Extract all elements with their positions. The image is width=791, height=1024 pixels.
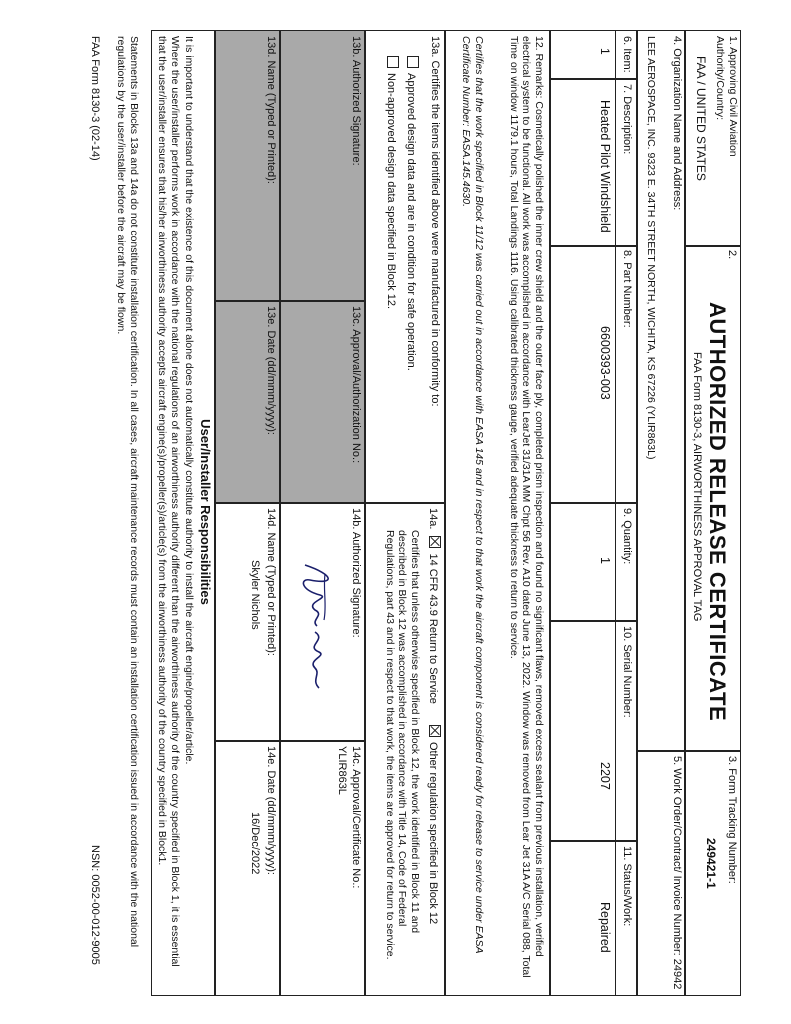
remarks-label: 12. Remarks: <box>533 36 545 99</box>
form-number: FAA Form 8130-3 (02-14) <box>89 36 101 161</box>
approved-design-label: Approved design data and are in condition for safe operation. <box>405 73 417 371</box>
nonapproved-design-label: Non-approved design data specified in Block 12. <box>385 73 397 310</box>
user-paragraph-1: It is important to understand that the existence of this document alone does not automatically constitute authority to install the aircraft engine/propeller/article. <box>183 36 195 765</box>
block-2-label: 2. <box>726 250 738 260</box>
block-13a-option-nonapproved <box>384 56 399 309</box>
block-14d-label: 14d. Name (Typed or Printed): <box>265 508 277 656</box>
remarks <box>508 36 546 986</box>
part-number-value: 6600393-003 <box>598 326 612 400</box>
authorized-signature <box>285 560 345 700</box>
block-14e-value: 16/Dec/2022 <box>249 812 261 875</box>
page-title: AUTHORIZED RELEASE CERTIFICATE <box>705 302 730 722</box>
tracking-number-label: 3. Form Tracking Number: <box>726 756 738 884</box>
block-14a-options <box>426 508 441 924</box>
block-14c-label: 14c. Approval/Certificate No.: <box>350 746 362 889</box>
block-14a-text: Certifies that unless otherwise specified in Block 12, the work identified in Block 11 and described in Block 12 was accomplished in accordance with Title 14, Code of Federal Regulations, part 43 and in respect to that work, the items are approved for return to service. <box>384 530 421 960</box>
block-13c-label: 13c. Approval/Authorization No.: <box>350 306 362 464</box>
organization-value: LEE AEROSPACE, INC. 9323 E. 34TH STREET NORTH, WICHITA, KS 67226 (YLIR863L) <box>645 36 657 460</box>
approved-design-checkbox[interactable] <box>407 56 419 68</box>
organization-label: 4. Organization Name and Address: <box>671 36 683 211</box>
user-paragraph-2: Where the user/installer performs work in accordance with the national regulations of an airworthiness authority different than the airworthiness authority of the country specified in Block 1, it is essential that the user/installer ensures that his/her airworthiness authority accepts aircraft engine(s)/propeller(s)/article(s) from the airworthiness authority of the country specified in Block1. <box>156 36 181 967</box>
return-to-service-label: 14 CFR 43.9 Return to Service <box>427 553 439 704</box>
tracking-number-value: 249421-1 <box>704 838 718 889</box>
block-13b-label: 13b. Authorized Signature: <box>350 36 362 166</box>
serial-number-value: 2207 <box>598 762 612 790</box>
block-14b-label: 14b. Authorized Signature: <box>350 508 362 638</box>
block-13e-label: 13e. Date (dd/mmm/yyyy): <box>265 306 277 435</box>
approving-authority-label: 1. Approving Civil Aviation Authority/Country: <box>714 36 739 157</box>
work-order-label: 5. Work Order/Contract/ Invoice Number: 24942 <box>671 756 683 990</box>
block-13a-option-approved <box>404 56 419 371</box>
serial-number-header: 10. Serial Number: <box>621 626 633 718</box>
status-work-value: Repaired <box>598 902 612 953</box>
remarks-certification: Certifies that the work specified in Block 11/12 was carried out in accordance with EASA 145 and in respect to that work the aircraft component is considered ready for release to service under EASA Certificate Number: EASA.145.4630. <box>460 36 485 954</box>
approving-authority-value: FAA / UNITED STATES <box>694 56 708 181</box>
block-13-gray-area <box>216 31 366 502</box>
block-13d-label: 13d. Name (Typed or Printed): <box>265 36 277 184</box>
description-header: 7. Description: <box>621 84 633 155</box>
block-14d-value: Skyler Nichols <box>249 560 261 630</box>
item-header: 6. Item: <box>621 36 633 73</box>
nonapproved-design-checkbox[interactable] <box>387 56 399 68</box>
item-value: 1 <box>598 48 612 55</box>
block-13a-label: 13a. Certifies the items identified above were manufactured in conformity to: <box>429 36 441 407</box>
block-14c-value: YLIR863L <box>336 746 348 795</box>
other-regulation-checkbox[interactable] <box>429 725 441 737</box>
block-14a-label: 14a. <box>427 508 439 530</box>
nsn-number: NSN: 0052-00-012-9005 <box>89 845 101 965</box>
quantity-value: 1 <box>598 557 612 564</box>
other-regulation-label: Other regulation specified in Block 12 <box>427 741 439 925</box>
page-subtitle: FAA Form 8130-3, AIRWORTHINESS APPROVAL TAG <box>691 352 703 622</box>
quantity-header: 9. Quantity: <box>621 508 633 565</box>
part-number-header: 8. Part Number: <box>621 250 633 328</box>
user-installer-title: User/Installer Responsibilities <box>198 419 213 605</box>
user-paragraph-3: Statements in Blocks 13a and 14a do not constitute installation certification. In all cases, aircraft maintenance records must contain an installation certification issued in accordance with the national regulations by the user/installer before the aircraft may be flown. <box>115 36 140 948</box>
description-value: Heated Pilot Windshield <box>598 100 612 233</box>
block-14e-label: 14e. Date (dd/mmm/yyyy): <box>265 746 277 875</box>
return-to-service-checkbox[interactable] <box>429 536 441 548</box>
status-work-header: 11. Status/Work: <box>621 846 633 927</box>
remarks-text: Cosmetically polished the inner crew shield and the outer face ply, completed prism inspection and found no significant flaws, removed excess sealant from previous installation, verified electrical system to be functional. All work was accomplished in accordance with LearJet 31/31A MM Chpt 56 Rev. A10 dated June 13, 2022. Window was removed from Lear Jet 31A A/C Serial 088, Total Time on window 1179.1 hours, Total Landings 1116. Using calibrated thickness gauge, verified adequate thickness to return to service. <box>508 36 545 978</box>
